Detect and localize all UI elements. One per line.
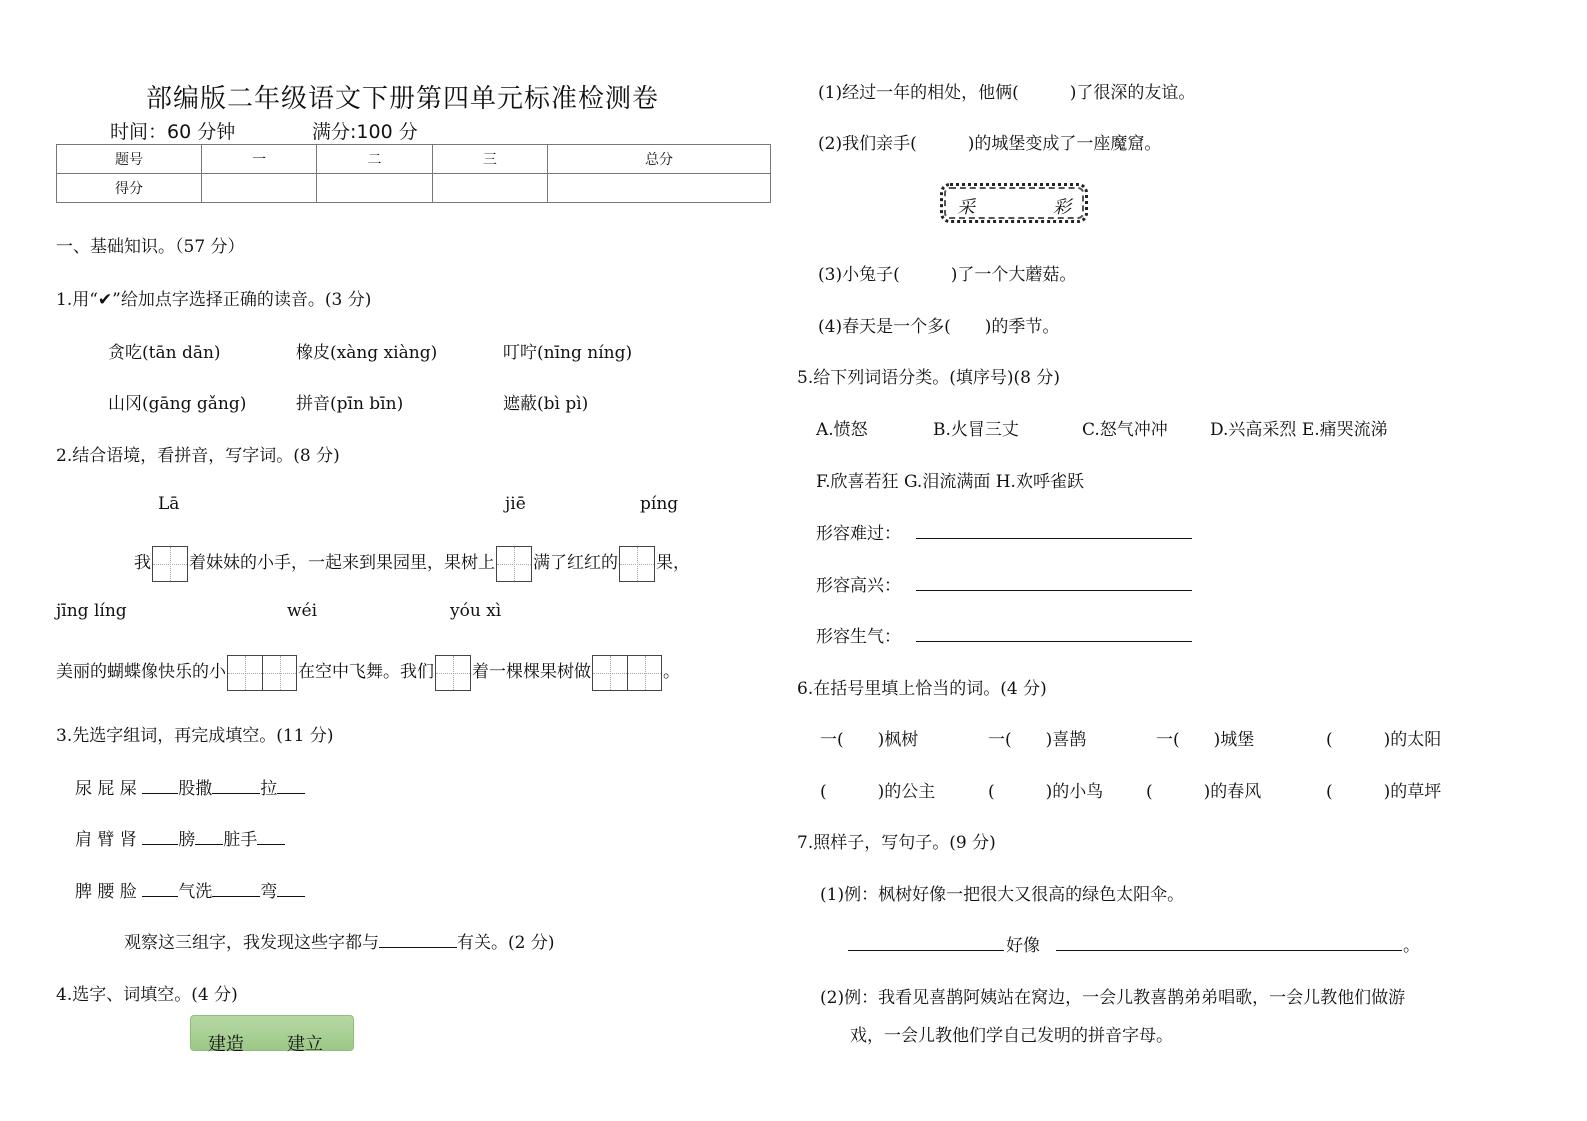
pinyin-hint: Lā: [158, 494, 180, 514]
answer-blank[interactable]: [277, 882, 305, 897]
score-table-header-row: [57, 145, 771, 174]
score-cell[interactable]: [432, 174, 547, 203]
answer-blank[interactable]: [379, 933, 457, 948]
word-options-box: [190, 1015, 354, 1055]
section-title: 一、基础知识。（57 分）: [56, 237, 245, 257]
page-title: 部编版二年级语文下册第四单元标准检测卷: [146, 84, 660, 114]
pinyin-choice[interactable]: 山冈(gāng gǎng): [108, 394, 247, 414]
header-cell: 题号: [57, 145, 202, 174]
word-item: F.欣喜若狂 G.泪流满面 H.欢呼雀跃: [816, 472, 1084, 492]
writing-box[interactable]: [619, 546, 655, 582]
word-item: A.愤怒: [816, 420, 868, 440]
sentence-text: 满了红红的: [533, 553, 618, 573]
answer-line[interactable]: [916, 590, 1192, 591]
phrase-blank[interactable]: ( )的小鸟: [988, 782, 1104, 802]
phrase-blank[interactable]: ( )的草坪: [1326, 782, 1442, 802]
pinyin-hint: jiē: [505, 494, 526, 514]
char-choices: 脾 腰 脸: [75, 882, 137, 902]
phrase-blank[interactable]: 一( )枫树: [820, 730, 919, 750]
score-cell[interactable]: [317, 174, 432, 203]
question-4-title: 4.选字、词填空。(4 分): [56, 985, 238, 1005]
sentence-text: 着一棵棵果树做: [472, 662, 591, 682]
pinyin-hint: jīng líng: [56, 601, 127, 621]
word-text: 气洗: [178, 882, 213, 902]
phrase-blank[interactable]: 一( )城堡: [1156, 730, 1255, 750]
sentence-text: 美丽的蝴蝶像快乐的小: [56, 662, 226, 682]
writing-box[interactable]: [496, 546, 532, 582]
sentence-text: 。: [663, 662, 680, 682]
answer-blank[interactable]: [195, 830, 223, 845]
score-cell[interactable]: [547, 174, 770, 203]
period: 。: [1403, 936, 1420, 956]
fill-sentence: (2)我们亲手( )的城堡变成了一座魔窟。: [818, 134, 1162, 154]
writing-box[interactable]: [435, 655, 471, 691]
word-option: 建造: [208, 1034, 244, 1055]
observe-text: 有关。(2 分): [457, 933, 555, 953]
phrase-blank[interactable]: ( )的公主: [820, 782, 936, 802]
answer-line[interactable]: [916, 641, 1192, 642]
phrase-blank[interactable]: ( )的太阳: [1326, 730, 1442, 750]
full-score: 满分:100 分: [312, 121, 418, 143]
word-group-row: [75, 825, 285, 850]
word-option: 建立: [287, 1034, 323, 1055]
sentence-text: 果，: [656, 553, 690, 573]
writing-box[interactable]: [152, 546, 188, 582]
char-choices: 肩 臂 肾: [75, 830, 137, 850]
word-group-row: [75, 774, 305, 799]
answer-line[interactable]: [1056, 950, 1402, 951]
sentence-text: 在空中飞舞。我们: [298, 662, 434, 682]
question-5-title: 5.给下列词语分类。(填序号)(8 分): [797, 368, 1060, 388]
example-sentence: (1)例：枫树好像一把很大又很高的绿色太阳伞。: [820, 885, 1185, 905]
word-text: 股撒: [178, 779, 213, 799]
fill-sentence: (3)小兔子( )了一个大蘑菇。: [818, 265, 1077, 285]
score-table-score-row: [57, 174, 771, 203]
word-item: C.怒气冲冲: [1082, 420, 1168, 440]
category-label: 形容难过：: [816, 524, 901, 544]
word-text: 脏手: [223, 830, 258, 850]
pinyin-choice[interactable]: 橡皮(xàng xiàng): [296, 343, 438, 363]
pinyin-choice[interactable]: 贪吃(tān dān): [108, 343, 221, 363]
pinyin-hint: yóu xì: [450, 601, 502, 621]
pinyin-hint: wéi: [287, 601, 318, 621]
question-6-title: 6.在括号里填上恰当的词。(4 分): [797, 679, 1047, 699]
question-1-title: 1.用“✔”给加点字选择正确的读音。(3 分): [56, 290, 372, 310]
word-item: B.火冒三丈: [933, 420, 1019, 440]
fill-sentence-1: [134, 543, 690, 583]
char-option: 采: [957, 197, 975, 218]
sentence-text: 着妹妹的小手，一起来到果园里，果树上: [189, 553, 495, 573]
phrase-blank[interactable]: 一( )喜鹊: [988, 730, 1087, 750]
answer-blank[interactable]: [257, 830, 285, 845]
sentence-text: 我: [134, 553, 151, 573]
fill-sentence: (4)春天是一个多( )的季节。: [818, 317, 1060, 337]
fill-sentence-2: [56, 652, 680, 692]
header-cell: 二: [317, 145, 432, 174]
word-text: 拉: [260, 779, 278, 799]
observe-line: [124, 928, 554, 953]
like-word: 好像: [1006, 936, 1040, 956]
char-choices: 尿 屁 屎: [75, 779, 137, 799]
word-group-row: [75, 877, 305, 902]
answer-blank[interactable]: [142, 830, 178, 845]
header-cell: 三: [432, 145, 547, 174]
row-label: 得分: [57, 174, 202, 203]
answer-line[interactable]: [916, 538, 1192, 539]
pinyin-choice[interactable]: 叮咛(nīng níng): [503, 343, 633, 363]
time-limit: 时间：60 分钟: [110, 121, 236, 143]
answer-blank[interactable]: [142, 882, 178, 897]
word-text: 弯: [260, 882, 278, 902]
word-item: D.兴高采烈 E.痛哭流涕: [1210, 420, 1388, 440]
writing-box-double[interactable]: [592, 655, 662, 691]
observe-text: 观察这三组字，我发现这些字都与: [124, 933, 379, 953]
example-sentence: 戏，一会儿教他们学自己发明的拼音字母。: [850, 1026, 1173, 1046]
char-options-frame: [940, 183, 1088, 223]
writing-box-double[interactable]: [227, 655, 297, 691]
example-sentence: (2)例：我看见喜鹊阿姨站在窝边，一会儿教喜鹊弟弟唱歌，一会儿教他们做游: [820, 988, 1406, 1008]
answer-blank[interactable]: [142, 779, 178, 794]
pinyin-choice[interactable]: 拼音(pīn bīn): [296, 394, 404, 414]
answer-blank[interactable]: [212, 779, 260, 794]
pinyin-hint: píng: [640, 494, 679, 514]
category-label: 形容高兴：: [816, 576, 901, 596]
answer-blank[interactable]: [212, 882, 260, 897]
answer-blank[interactable]: [277, 779, 305, 794]
pinyin-choice[interactable]: 遮蔽(bì pì): [503, 394, 589, 414]
score-table: [56, 144, 771, 203]
question-7-title: 7.照样子，写句子。(9 分): [797, 833, 996, 853]
answer-line[interactable]: [848, 950, 1004, 951]
fill-sentence: (1)经过一年的相处，他俩( )了很深的友谊。: [818, 83, 1196, 103]
header-cell: 总分: [547, 145, 770, 174]
word-text: 膀: [178, 830, 196, 850]
question-2-title: 2.结合语境，看拼音，写字词。(8 分): [56, 446, 340, 466]
char-option: 彩: [1053, 197, 1071, 218]
score-cell[interactable]: [202, 174, 317, 203]
question-3-title: 3.先选字组词，再完成填空。(11 分): [56, 726, 334, 746]
phrase-blank[interactable]: ( )的春风: [1146, 782, 1262, 802]
category-label: 形容生气：: [816, 627, 901, 647]
header-cell: 一: [202, 145, 317, 174]
